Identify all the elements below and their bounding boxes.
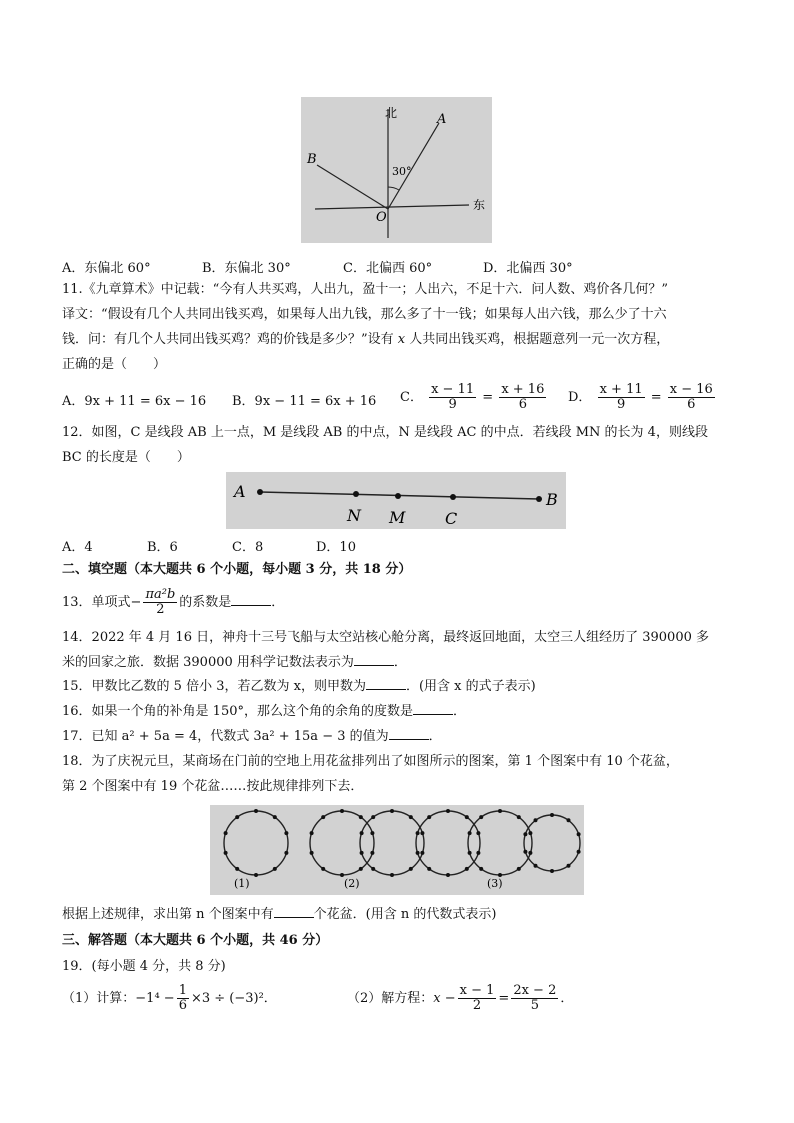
- pot-ring: [224, 811, 288, 875]
- q11-option-d: [568, 383, 717, 412]
- flowerpot-dot: [528, 831, 532, 835]
- q15-text: 15．甲数比乙数的 5 倍小 3，若乙数为 x，则甲数为: [62, 679, 366, 694]
- flowerpot-dot: [321, 815, 325, 819]
- flowerpot-dot: [427, 867, 431, 871]
- flowerpot-dot: [416, 851, 420, 855]
- segment-label-n: N: [347, 506, 361, 525]
- flowerpot-dot: [371, 815, 375, 819]
- q13-suffix: 的系数是: [179, 595, 232, 610]
- q12-option-d: D．10: [316, 540, 356, 555]
- frac-denominator: 6: [687, 397, 696, 412]
- flowerpot-dot: [370, 831, 374, 835]
- q15-answer-blank[interactable]: [366, 677, 406, 690]
- flowerpot-dot: [446, 873, 450, 877]
- frac-denominator: 5: [530, 998, 539, 1013]
- compass-diagram: [301, 97, 492, 243]
- q17: [62, 727, 442, 747]
- frac-denominator: 9: [448, 397, 457, 412]
- flowerpot-dot: [359, 867, 363, 871]
- q15: [62, 677, 536, 697]
- q11-option-d-frac2: [668, 383, 715, 412]
- east-label: 东: [473, 198, 486, 212]
- section-2-heading: 二、填空题（本大题共 6 个小题，每小题 3 分，共 18 分）: [62, 562, 412, 577]
- frac-denominator: 6: [178, 998, 187, 1013]
- q18-after-a: 根据上述规律，求出第 n 个图案中有: [62, 907, 274, 922]
- q14-line2: [62, 653, 407, 673]
- flowerpot-dot: [409, 815, 413, 819]
- flowerpot-dot: [254, 809, 258, 813]
- flowerpot-dot: [359, 815, 363, 819]
- q10-option-a: A．东偏北 60°: [62, 261, 151, 276]
- flowerpot-dot: [310, 831, 314, 835]
- flowerpot-dot: [498, 809, 502, 813]
- flowerpot-dot: [321, 867, 325, 871]
- q16: [62, 702, 466, 722]
- flowerpot-dot: [577, 832, 581, 836]
- q11-option-d-label: D．: [568, 390, 592, 405]
- q13-prefix: 13．单项式: [62, 595, 131, 610]
- q17-answer-blank[interactable]: [389, 727, 429, 740]
- q10-option-d: D．北偏西 30°: [483, 261, 573, 276]
- flowerpot-dot: [479, 815, 483, 819]
- q15-end: ．(用含 x 的式子表示): [405, 679, 536, 694]
- q14-end: ．: [393, 655, 407, 670]
- flowerpot-dot: [446, 809, 450, 813]
- q11-line3: [62, 330, 669, 350]
- flowerpot-dot: [550, 813, 554, 817]
- flowerpot-dot: [479, 867, 483, 871]
- flowerpot-dot: [360, 831, 364, 835]
- q11-variable-x: x: [397, 332, 406, 347]
- q17-text: 17．已知 a² + 5a = 4，代数式 3a² + 15a − 3 的值为: [62, 729, 389, 744]
- q12-line1: 12．如图，C 是线段 AB 上一点，M 是线段 AB 的中点，N 是线段 AC 的中点．若线段 MN 的长为 4，则线段: [62, 425, 708, 440]
- q19-part1-label: （1）计算：: [62, 991, 136, 1006]
- q12-line2: BC 的长度是（ ）: [62, 450, 190, 465]
- flowerpot-dot: [523, 832, 527, 836]
- q18-answer-blank[interactable]: [274, 905, 314, 918]
- q16-end: ．: [453, 704, 467, 719]
- q12-option-a: A．4: [62, 540, 93, 555]
- frac-numerator: 1: [178, 983, 187, 998]
- flowerpot-dot: [224, 831, 228, 835]
- q18-line2: 第 2 个图案中有 19 个花盆……按此规律排列下去．: [62, 779, 364, 794]
- q19-part2-end: ．: [560, 991, 574, 1006]
- flowerpot-dot: [517, 815, 521, 819]
- flowerpot-dot: [476, 831, 480, 835]
- frac-denominator: 2: [156, 602, 165, 617]
- flowerpot-dot: [517, 867, 521, 871]
- flowerpot-dot: [235, 815, 239, 819]
- flowerpot-dot: [235, 867, 239, 871]
- flowerpot-dot: [468, 851, 472, 855]
- frac-numerator: πa²b: [145, 587, 176, 602]
- segment-figure: [226, 472, 566, 529]
- q11-option-c-frac2: [499, 383, 546, 412]
- q13-answer-blank[interactable]: [231, 593, 271, 606]
- equals-sign: =: [650, 390, 662, 405]
- flowerpot-dot: [476, 851, 480, 855]
- q11-line1: 11.《九章算术》中记载：“今有人共买鸡，人出九，盈十一；人出六，不足十六．问人数、鸡价各几何？”: [62, 282, 668, 297]
- q11-option-c-label: C．: [400, 390, 423, 405]
- flowerpot-dot: [371, 867, 375, 871]
- frac-numerator: x − 1: [459, 983, 495, 998]
- q18-line1: 18．为了庆祝元旦，某商场在门前的空地上用花盆排列出了如图所示的图案，第 1 个图案中有 10 个花盆，: [62, 754, 679, 769]
- frac-numerator: x + 16: [501, 382, 545, 397]
- flowerpot-dot: [370, 851, 374, 855]
- q19-part2: [347, 984, 573, 1014]
- frac-denominator: 9: [616, 397, 626, 412]
- flowerpot-dot: [550, 869, 554, 873]
- pot-ring: [360, 811, 424, 875]
- q19-part2-a: x −: [433, 991, 456, 1006]
- q19-part1: [62, 984, 277, 1014]
- q12-option-b: B．6: [147, 540, 178, 555]
- equals-sign: =: [482, 390, 494, 405]
- flowerpot-dot: [254, 873, 258, 877]
- frac-numerator: x − 11: [431, 382, 475, 397]
- q10-option-b: B．东偏北 30°: [202, 261, 291, 276]
- frac-numerator: 2x − 2: [513, 983, 557, 998]
- q13-minus: −: [130, 595, 142, 610]
- flowerpot-dot: [360, 851, 364, 855]
- flowerpot-dot: [420, 831, 424, 835]
- origin-label: O: [376, 210, 387, 225]
- flowerpot-dot: [528, 851, 532, 855]
- q11-option-d-frac1: [598, 383, 645, 412]
- flowerpot-dot: [390, 809, 394, 813]
- flowerpot-dot: [427, 815, 431, 819]
- flowerpot-dot: [284, 831, 288, 835]
- pot-ring: [468, 811, 532, 875]
- q11-option-a: A．9x + 11 = 6x − 16: [62, 394, 207, 409]
- q11-line3-a: 钱．问：有几个人共同出钱买鸡？鸡的价钱是多少？”设有: [62, 332, 394, 347]
- compass-figure: [301, 97, 492, 243]
- segment-label-c: C: [445, 509, 458, 528]
- angle-label: 30°: [392, 165, 412, 178]
- q19-part1-a: −1⁴ −: [135, 991, 175, 1006]
- pattern-label-3: (3): [487, 877, 503, 890]
- flowerpot-figure: [210, 805, 584, 895]
- q10-option-c: C．北偏西 60°: [343, 261, 433, 276]
- q14-line1: 14．2022 年 4 月 16 日，神舟十三号飞船与太空站核心舱分离，最终返回地面，太空三人组经历了 390000 多: [62, 630, 709, 645]
- pattern-label-1: (1): [234, 877, 250, 890]
- flowerpot-dot: [340, 873, 344, 877]
- q13-end: ．: [271, 595, 285, 610]
- flowerpot-dot: [416, 831, 420, 835]
- frac-denominator: 2: [472, 998, 482, 1013]
- flowerpot-dot: [409, 867, 413, 871]
- pattern-label-2: (2): [344, 877, 360, 890]
- q11-option-b: B．9x − 11 = 6x + 16: [232, 394, 377, 409]
- segment-label-m: M: [389, 508, 406, 527]
- flowerpot-dot: [577, 850, 581, 854]
- point-a-label: A: [437, 112, 447, 127]
- segment-label-b: B: [546, 490, 558, 509]
- equals-sign: =: [498, 991, 510, 1006]
- flowerpot-dot: [310, 851, 314, 855]
- q11-option-c-frac1: [429, 383, 476, 412]
- segment-diagram: [226, 472, 566, 529]
- flowerpot-dot: [390, 873, 394, 877]
- q19-head: 19．(每小题 4 分，共 8 分): [62, 959, 226, 974]
- flowerpot-diagram: [210, 805, 584, 895]
- q19-part2-frac2: [511, 984, 558, 1013]
- q16-answer-blank[interactable]: [413, 702, 453, 715]
- north-label: 北: [385, 106, 398, 120]
- section-3-heading: 三、解答题（本大题共 6 个小题，共 46 分）: [62, 933, 329, 948]
- flowerpot-dot: [465, 867, 469, 871]
- q14-line2-text: 米的回家之旅．数据 390000 用科学记数法表示为: [62, 655, 354, 670]
- frac-numerator: x + 11: [599, 382, 643, 397]
- flowerpot-dot: [468, 831, 472, 835]
- q19-part2-label: （2）解方程：: [347, 991, 434, 1006]
- flowerpot-dot: [224, 851, 228, 855]
- q11-option-c: [400, 383, 548, 412]
- frac-numerator: x − 16: [669, 382, 713, 397]
- flowerpot-dot: [567, 864, 571, 868]
- flowerpot-dot: [340, 809, 344, 813]
- q17-end: ．: [428, 729, 442, 744]
- q19-part1-b: ×3 ÷ (−3)²．: [190, 991, 277, 1006]
- q14-answer-blank[interactable]: [354, 653, 394, 666]
- flowerpot-dot: [465, 815, 469, 819]
- pot-ring: [310, 811, 374, 875]
- flowerpot-dot: [567, 818, 571, 822]
- frac-denominator: 6: [518, 397, 527, 412]
- q19-part2-frac1: [458, 984, 497, 1013]
- q19-part1-frac: [177, 984, 189, 1013]
- q16-text: 16．如果一个角的补角是 150°，那么这个角的余角的度数是: [62, 704, 413, 719]
- flowerpot-dot: [273, 815, 277, 819]
- flowerpot-dot: [523, 850, 527, 854]
- flowerpot-dot: [534, 818, 538, 822]
- q11-line2: 译文：“假设有几个人共同出钱买鸡，如果每人出九钱，那么多了十一钱；如果每人出六钱，那么少了十六: [62, 307, 667, 322]
- q18-after: [62, 905, 496, 925]
- q13-frac: [143, 588, 177, 617]
- q12-option-c: C．8: [232, 540, 264, 555]
- flowerpot-dot: [284, 851, 288, 855]
- flowerpot-dot: [273, 867, 277, 871]
- pot-ring: [416, 811, 480, 875]
- q11-line3-b: 人共同出钱买鸡，根据题意列一元一次方程，: [409, 332, 670, 347]
- flowerpot-dot: [498, 873, 502, 877]
- q18-after-b: 个花盆．(用含 n 的代数式表示): [313, 907, 497, 922]
- flowerpot-dot: [420, 851, 424, 855]
- q11-line4: 正确的是（ ）: [62, 357, 167, 372]
- point-b-label: B: [307, 152, 317, 167]
- segment-label-a: A: [234, 482, 246, 501]
- q13: [62, 588, 284, 617]
- flowerpot-dot: [534, 864, 538, 868]
